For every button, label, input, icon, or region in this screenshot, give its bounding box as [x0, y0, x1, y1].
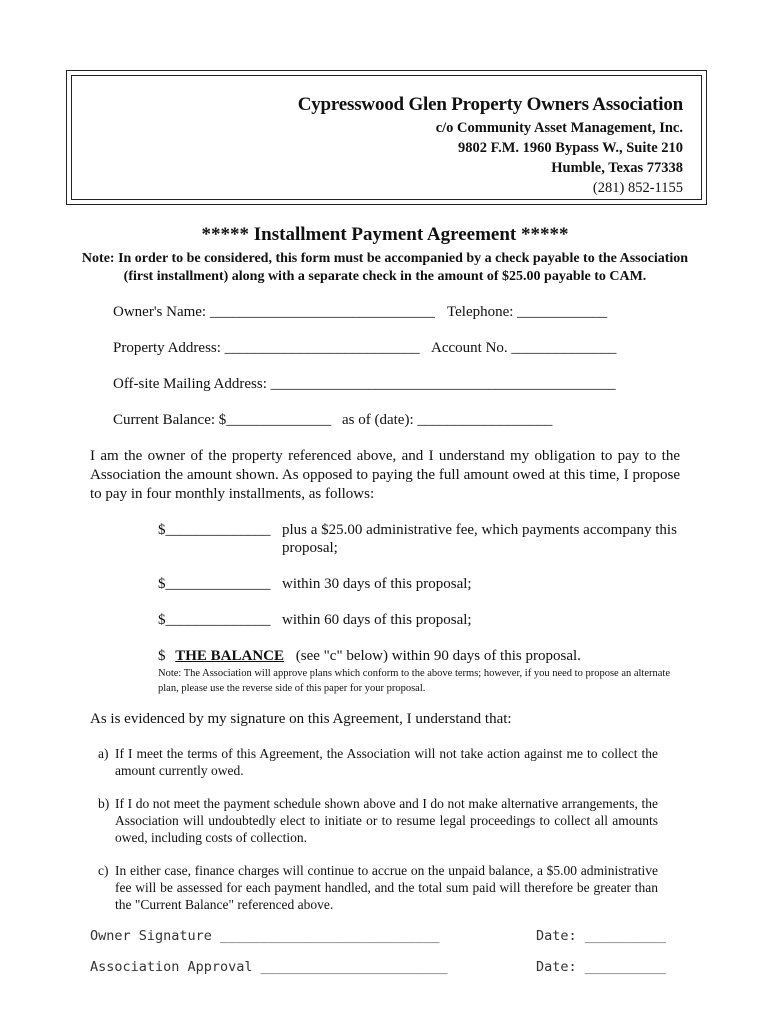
street-address: 9802 F.M. 1960 Bypass W., Suite 210: [457, 140, 683, 156]
association-approval-field[interactable]: Association Approval _______________________: [90, 959, 448, 975]
installment-3-text: within 60 days of this proposal;: [282, 612, 472, 628]
evidence-intro: As is evidenced by my signature on this Agreement, I understand that:: [90, 711, 512, 727]
requirement-note-line-2: (first installment) along with a separate check in the amount of $25.00 payable to CAM.: [123, 269, 647, 284]
mailing-address-field[interactable]: Off-site Mailing Address: ______________________________________________: [113, 376, 616, 392]
term-a: [98, 745, 658, 779]
term-c: [98, 862, 658, 913]
account-number-field[interactable]: Account No. ______________: [431, 340, 617, 356]
installment-4-balance-label: THE BALANCE: [175, 648, 285, 664]
installment-2-text: within 30 days of this proposal;: [282, 576, 472, 592]
association-phone: (281) 852-1155: [592, 180, 683, 196]
telephone-field[interactable]: Telephone: ____________: [447, 304, 608, 320]
association-date-field[interactable]: Date: __________: [536, 959, 667, 975]
property-address-field[interactable]: Property Address: __________________________: [113, 340, 420, 356]
requirement-note-line-1: Note: In order to be considered, this form must be accompanied by a check payable to the Association: [81, 251, 689, 266]
alternate-plan-note: Note: The Association will approve plans which conform to the above terms; however, if you need to propose an alternate plan, please use the reverse side of this paper for your proposal.: [158, 668, 670, 694]
installment-4-text: (see "c" below) within 90 days of this proposal.: [295, 648, 581, 664]
owner-signature-field[interactable]: Owner Signature ___________________________: [90, 928, 440, 944]
installment-1-text: plus a $25.00 administrative fee, which payments accompany this: [282, 522, 677, 538]
letterhead-box: [66, 70, 707, 205]
current-balance-field[interactable]: Current Balance: $______________: [113, 412, 332, 428]
city-state-zip: Humble, Texas 77338: [551, 160, 683, 176]
term-b-label: b): [98, 796, 110, 811]
form-title: ***** Installment Payment Agreement *****: [201, 224, 569, 245]
care-of-line: c/o Community Asset Management, Inc.: [435, 120, 683, 136]
owner-name-field[interactable]: Owner's Name: ______________________________: [113, 304, 435, 320]
term-a-label: a): [98, 746, 109, 761]
installment-4-dollar: $: [158, 648, 166, 664]
as-of-date-field[interactable]: as of (date): __________________: [342, 412, 553, 428]
installment-1-amount[interactable]: $______________: [158, 522, 271, 538]
term-c-text: In either case, finance charges will continue to accrue on the unpaid balance, a $5.00 administrative fee will be assessed for each payment handled, and the total sum paid will therefore be greater than the "Current Balance" referenced above.: [115, 863, 658, 912]
term-c-label: c): [98, 863, 109, 878]
installment-3-amount[interactable]: $______________: [158, 612, 271, 628]
owner-statement-paragraph: I am the owner of the property referenced above, and I understand my obligation to pay to the Association the amount shown. As opposed to paying the full amount owed at this time, I propose to pay in four monthly installments, as follows:: [90, 448, 680, 502]
term-b-text: If I do not meet the payment schedule shown above and I do not make alternative arrangements, the Association will undoubtedly elect to initiate or to resume legal proceedings to collect all amounts owed, including costs of collection.: [115, 796, 658, 845]
term-b: [98, 795, 658, 846]
owner-date-field[interactable]: Date: __________: [536, 928, 667, 944]
installment-2-amount[interactable]: $______________: [158, 576, 271, 592]
installment-1-text-cont: proposal;: [282, 540, 338, 556]
term-a-text: If I meet the terms of this Agreement, the Association will not take action against me to collect the amount currently owed.: [115, 746, 658, 778]
association-name: Cypresswood Glen Property Owners Association: [297, 94, 683, 115]
letterhead-inner-border: [71, 75, 702, 200]
installment-4-line: [158, 647, 581, 665]
